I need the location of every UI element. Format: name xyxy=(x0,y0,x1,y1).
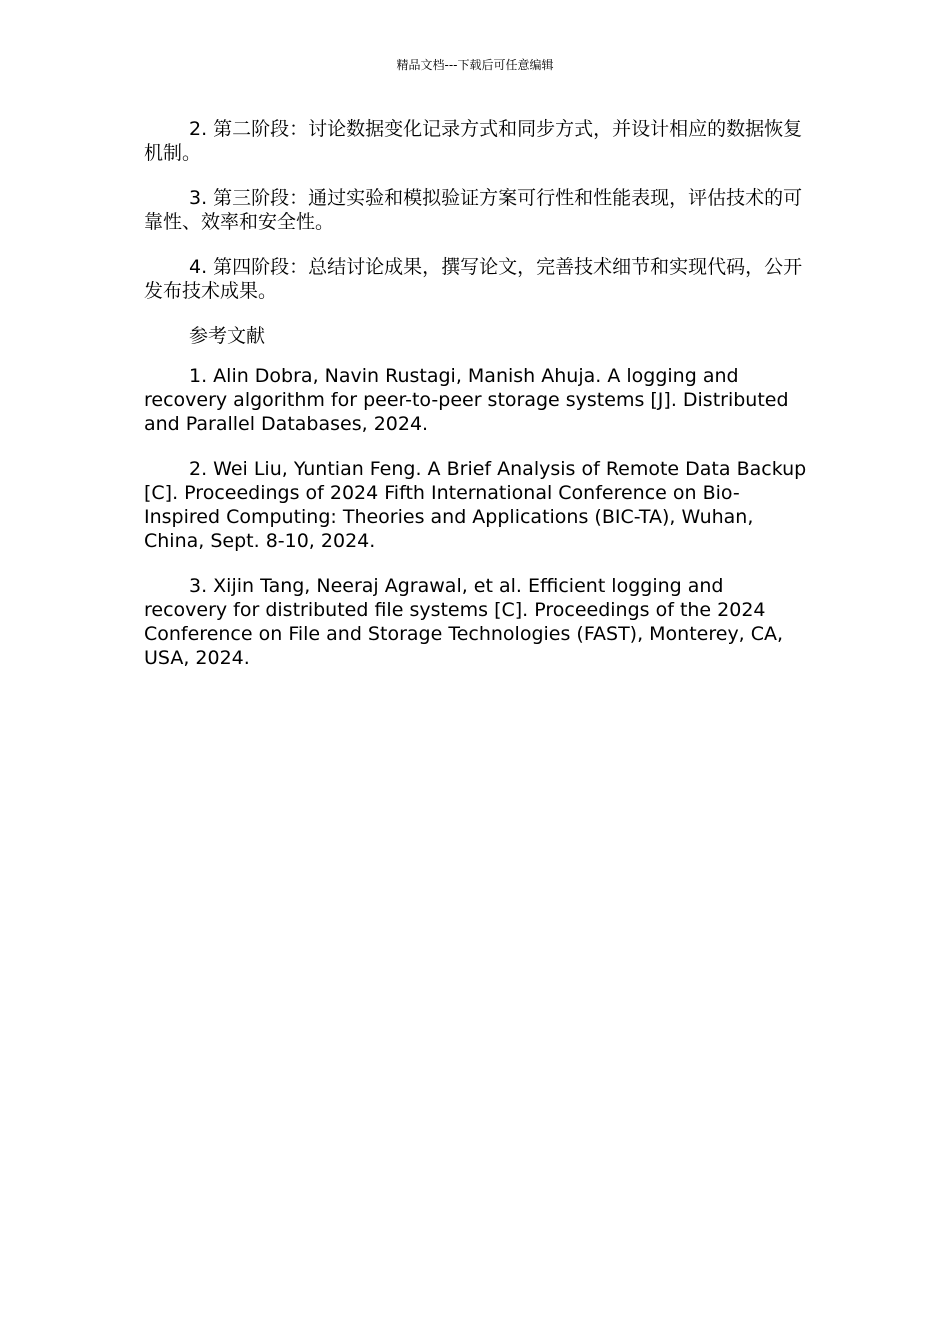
stage-paragraph-4: 4. 第四阶段：总结讨论成果，撰写论文，完善技术细节和实现代码，公开发布技术成果。 xyxy=(144,256,803,302)
stage-paragraph-2: 2. 第二阶段：讨论数据变化记录方式和同步方式，并设计相应的数据恢复机制。 xyxy=(144,118,803,164)
reference-item-1: 1. Alin Dobra, Navin Rustagi, Manish Ahuja. A logging and recovery algorithm for peer-to-peer storage systems [J]. Distributed and Parallel Databases, 2024. xyxy=(144,365,789,435)
stage-paragraph-3: 3. 第三阶段：通过实验和模拟验证方案可行性和性能表现，评估技术的可靠性、效率和安全性。 xyxy=(144,187,803,233)
references-heading: 参考文献 xyxy=(189,325,266,347)
page-header: 精品文档---下载后可任意编辑 xyxy=(396,58,554,72)
reference-item-3: 3. Xijin Tang, Neeraj Agrawal, et al. Efficient logging and recovery for distributed file systems [C]. Proceedings of the 2024 Conference on File and Storage Technologies (FAST), Monterey, CA, USA, 2024. xyxy=(144,575,784,669)
reference-item-2: 2. Wei Liu, Yuntian Feng. A Brief Analysis of Remote Data Backup [C]. Proceedings of 2024 Fifth International Conference on Bio-Inspired Computing: Theories and Applications (BIC-TA), Wuhan, China, Sept. 8-10, 2024. xyxy=(144,458,807,552)
document-body xyxy=(144,117,808,691)
